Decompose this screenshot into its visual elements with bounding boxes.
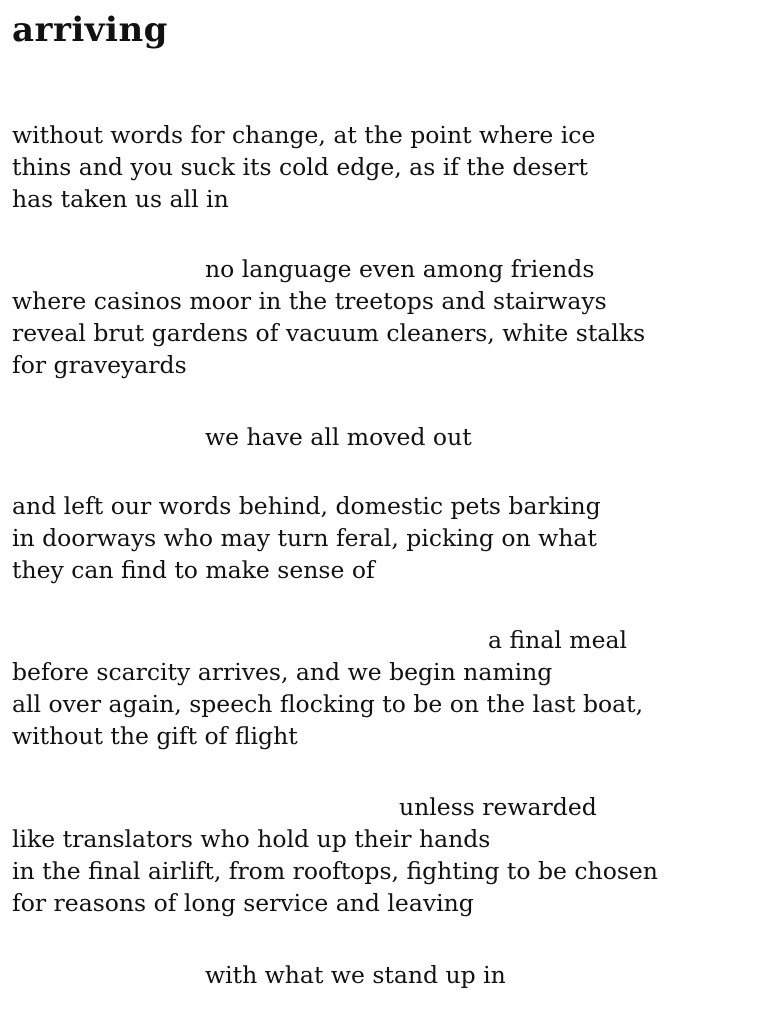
poem-line: has taken us all in xyxy=(12,185,229,213)
poem-line: we have all moved out xyxy=(205,423,472,451)
poem-line: in doorways who may turn feral, picking on what xyxy=(12,524,597,552)
poem-line: like translators who hold up their hands xyxy=(12,825,491,853)
poem-line: and left our words behind, domestic pets barking xyxy=(12,492,601,520)
poem-title: arriving xyxy=(12,10,168,50)
poem-line: where casinos moor in the treetops and stairways xyxy=(12,287,607,315)
poem-line: without the gift of flight xyxy=(12,722,298,750)
poem-line: for graveyards xyxy=(12,351,187,379)
poem-line: all over again, speech flocking to be on the last boat, xyxy=(12,690,644,718)
poem-line: a final meal xyxy=(488,626,628,654)
poem-line: for reasons of long service and leaving xyxy=(12,889,474,917)
poem-line: thins and you suck its cold edge, as if the desert xyxy=(12,153,588,181)
poem-line: unless rewarded xyxy=(399,793,597,821)
poem-line: no language even among friends xyxy=(205,255,595,283)
poem-line: with what we stand up in xyxy=(205,961,506,989)
poem-line: reveal brut gardens of vacuum cleaners, white stalks xyxy=(12,319,646,347)
poem-line: they can find to make sense of xyxy=(12,556,375,584)
poem-line: before scarcity arrives, and we begin naming xyxy=(12,658,553,686)
poem-line: in the final airlift, from rooftops, fighting to be chosen xyxy=(12,857,658,885)
poem-line: without words for change, at the point where ice xyxy=(12,121,596,149)
